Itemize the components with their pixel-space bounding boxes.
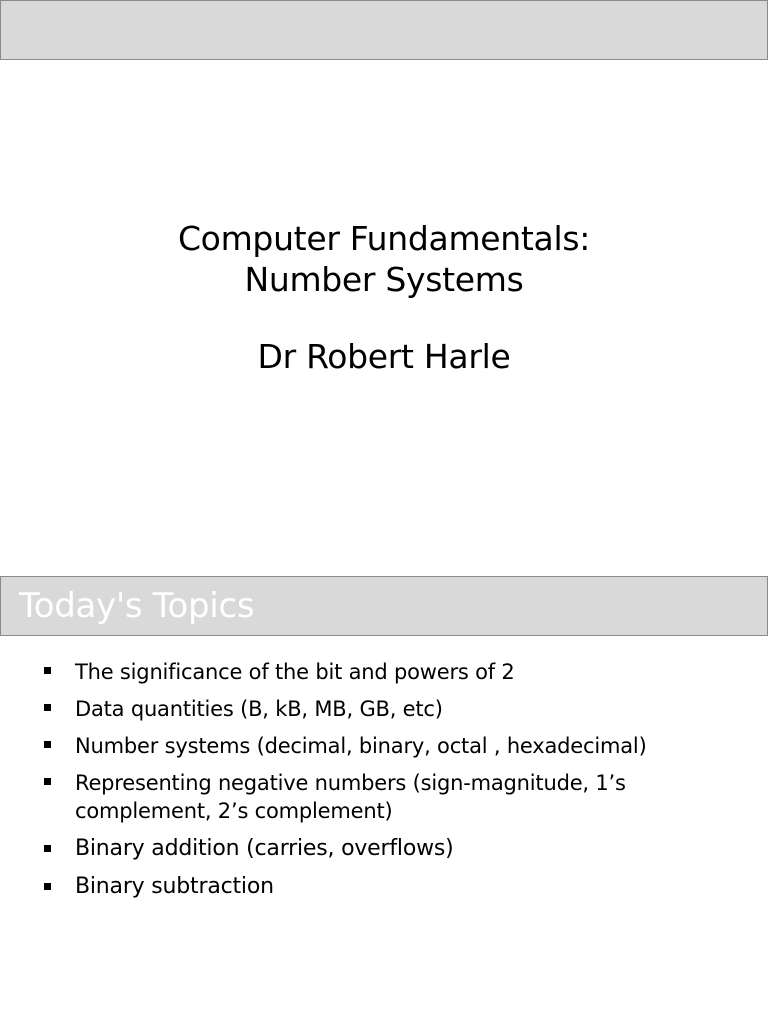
square-bullet-icon <box>44 883 51 890</box>
title-slide-content <box>0 218 768 377</box>
square-bullet-icon <box>44 845 51 852</box>
list-item <box>44 732 744 760</box>
slide-title-line-1: Computer Fundamentals: <box>177 219 591 258</box>
square-bullet-icon <box>44 741 51 748</box>
square-bullet-icon <box>44 778 51 785</box>
topic-text: Data quantities (B, kB, MB, GB, etc) <box>75 697 443 721</box>
topic-text: Binary subtraction <box>75 874 274 899</box>
author-name: Dr Robert Harle <box>257 337 511 376</box>
square-bullet-icon <box>44 667 51 674</box>
topic-text: The significance of the bit and powers of 2 <box>75 660 515 684</box>
list-item <box>44 834 744 864</box>
topics-list <box>44 658 744 910</box>
list-item <box>44 769 744 825</box>
list-item <box>44 872 744 902</box>
topics-header-bar <box>0 576 768 636</box>
topic-text: Binary addition (carries, overflows) <box>75 836 454 861</box>
title-slide-header-bar <box>0 0 768 60</box>
topic-text: Number systems (decimal, binary, octal , hexadecimal) <box>75 734 647 758</box>
square-bullet-icon <box>44 704 51 711</box>
topic-text: Representing negative numbers (sign-magnitude, 1’s complement, 2’s complement) <box>75 771 626 823</box>
list-item <box>44 658 744 686</box>
slide-title-line-2: Number Systems <box>244 260 524 299</box>
list-item <box>44 695 744 723</box>
topics-heading: Today's Topics <box>19 586 255 626</box>
